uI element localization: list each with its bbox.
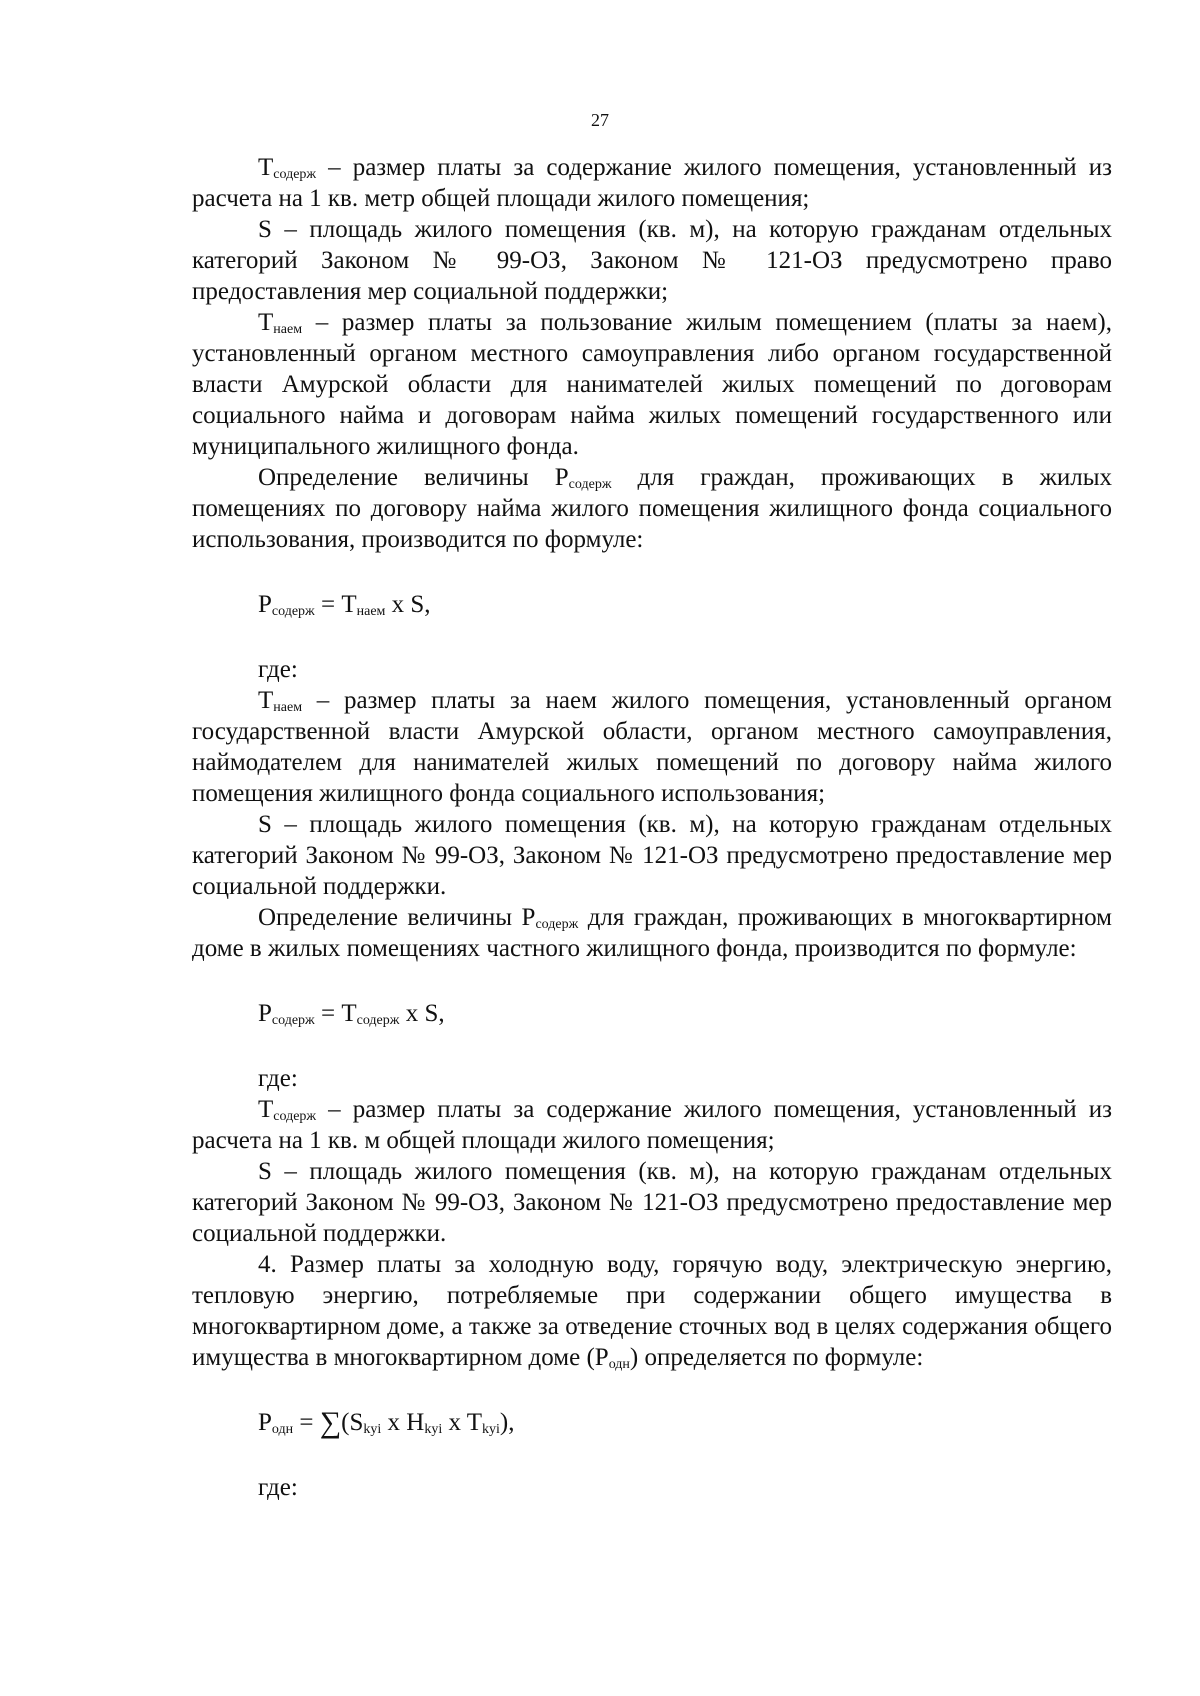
subscript: наем — [273, 322, 303, 337]
formula-p-odn: $P_{одн} = \sum(S_{kyi}$ x $H_{kyi}$ x $T_{kyi}$), — [258, 1406, 515, 1439]
paragraph-t-naem-rent — [192, 685, 1112, 809]
subscript: наем — [273, 700, 303, 715]
subscript: содерж — [568, 477, 612, 492]
paragraph-text: 4. Размер платы за холодную воду, горячую воду, электрическую энергию, тепловую энергию, потребляемые при содержании общего имущества в многоквартирном доме, а также за отведение сточных вод в целях содержания общего имущества в многоквартирном доме ( — [192, 1251, 1112, 1371]
symbol: T — [258, 154, 274, 181]
paragraph-s-definition-3: S – площадь жилого помещения (кв. м), на которую гражданам отдельных категорий Законом № 99-ОЗ, Законом № 121-ОЗ предусмотрено предоставление мер социальной поддержки. — [192, 1158, 1112, 1247]
paragraph-text: для граждан, проживающих в многоквартирном доме в жилых помещениях частного жилищного фонда, производится по формуле: — [192, 904, 1112, 962]
paragraph-item-4 — [192, 1249, 1112, 1373]
paragraph-p-soderzh-social — [192, 462, 1112, 555]
paragraph-t-naem-definition — [192, 307, 1112, 462]
subscript: содерж — [535, 917, 579, 932]
subscript: одн — [608, 1357, 630, 1372]
symbol: P — [554, 464, 569, 491]
paragraph-text: – размер платы за наем жилого помещения, установленный органом государственной власти Амурской области, органом местного самоуправления, наймодателем для нанимателей жилых помещений по договору найма жилого помещения жилищного фонда социального использования; — [192, 687, 1112, 807]
formula-p-soderzh-naem: $P_{содерж} = T_{наем}$ x S, — [258, 591, 431, 619]
paragraph-text: – размер платы за содержание жилого помещения, установленный из расчета на 1 кв. м общей площади жилого помещения; — [192, 1096, 1112, 1154]
paragraph-s-definition: S – площадь жилого помещения (кв. м), на которую гражданам отдельных категорий Законом № 99-ОЗ, Законом № 121-ОЗ предусмотрено право предоставления мер социальной поддержки; — [192, 216, 1112, 305]
paragraph-t-soderzh-definition-2 — [192, 1094, 1112, 1156]
sum-symbol: ∑ — [319, 1406, 342, 1439]
paragraph-text: Определение величины — [258, 904, 522, 931]
paragraph-text: – размер платы за содержание жилого помещения, установленный из расчета на 1 кв. метр общей площади жилого помещения; — [192, 154, 1112, 212]
symbol: T — [258, 687, 274, 714]
subscript: содерж — [273, 1109, 317, 1124]
paragraph-text: ) определяется по формуле: — [629, 1344, 924, 1371]
document-body — [192, 152, 1112, 1503]
symbol: P — [594, 1344, 609, 1371]
paragraph-text: для граждан, проживающих в жилых помещениях по договору найма жилого помещения жилищного фонда социального использования, производится по формуле: — [192, 464, 1112, 553]
symbol: T — [258, 309, 274, 336]
where-label: где: — [258, 1065, 298, 1092]
subscript: содерж — [273, 167, 317, 182]
paragraph-text: – размер платы за пользование жилым помещением (платы за наем), установленный органом местного самоуправления либо органом государственной власти Амурской области для нанимателей жилых помещений по договорам социального найма и договорам найма жилых помещений государственного или муниципального жилищного фонда. — [192, 309, 1112, 460]
paragraph-text: Определение величины — [258, 464, 555, 491]
symbol: P — [521, 904, 536, 931]
formula-p-soderzh-soderzh: $P_{содерж} = T_{содерж}$ x S, — [258, 1000, 445, 1028]
paragraph-s-definition-2: S – площадь жилого помещения (кв. м), на которую гражданам отдельных категорий Законом № 99-ОЗ, Законом № 121-ОЗ предусмотрено предоставление мер социальной поддержки. — [192, 811, 1112, 900]
symbol: T — [258, 1096, 274, 1123]
paragraph-p-soderzh-private — [192, 902, 1112, 964]
where-label: где: — [258, 656, 298, 683]
where-label: где: — [258, 1474, 298, 1501]
paragraph-t-soderzh-definition — [192, 152, 1112, 214]
page-number: 27 — [591, 110, 609, 130]
